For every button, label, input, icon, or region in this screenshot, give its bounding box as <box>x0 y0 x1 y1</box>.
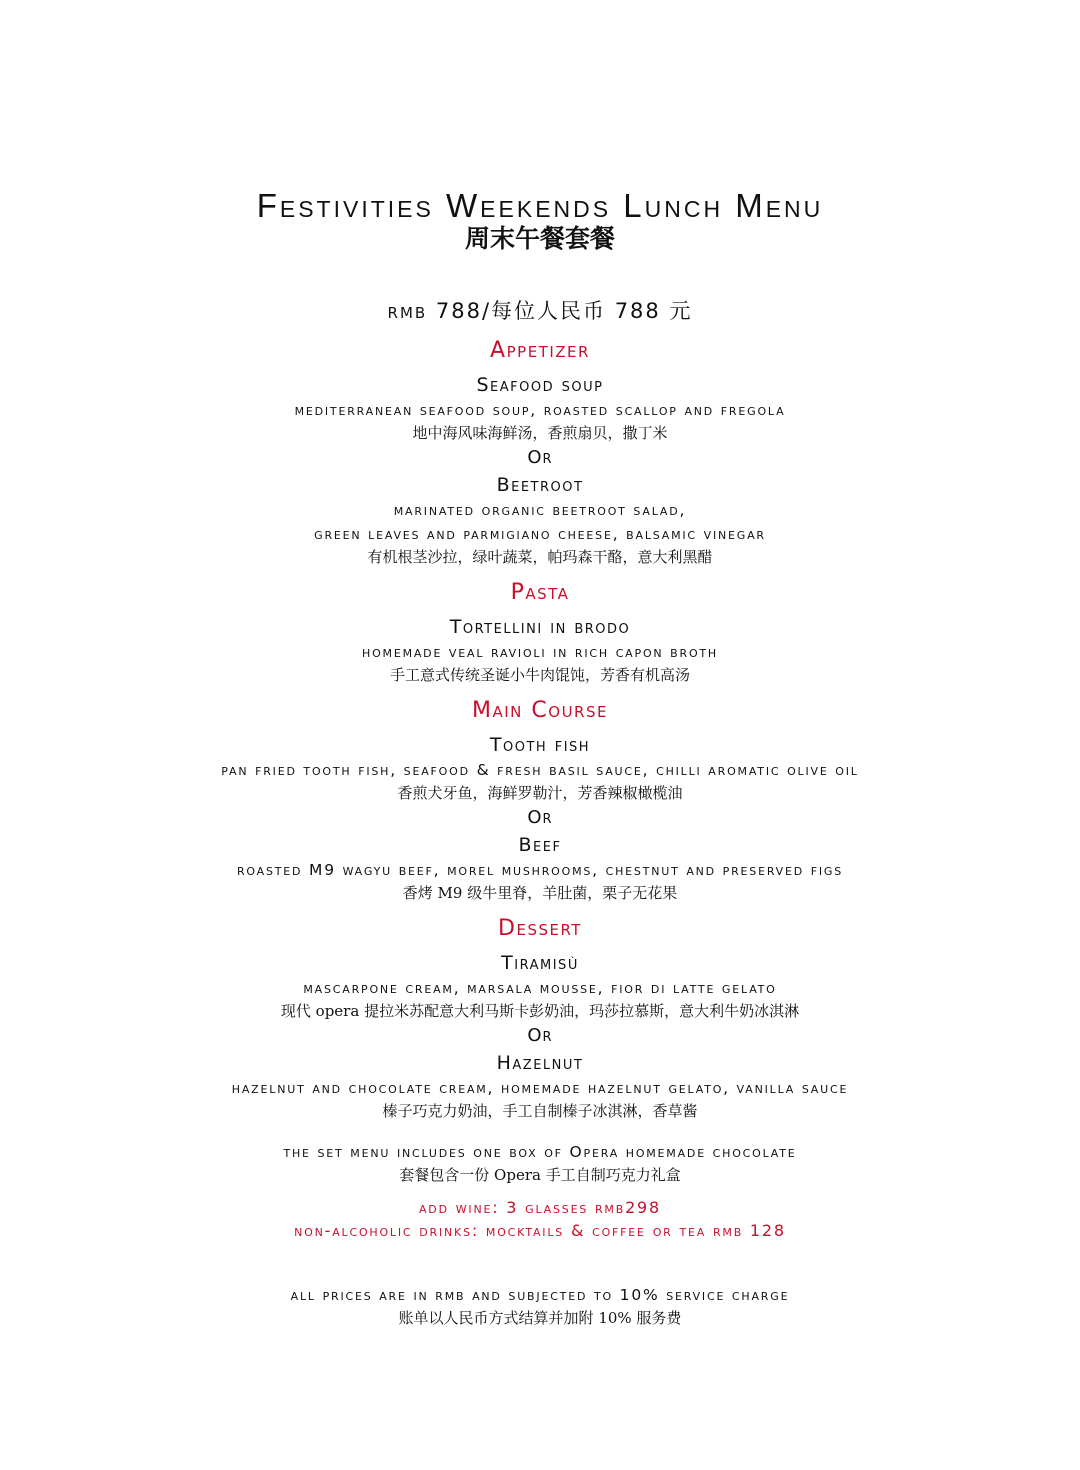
section-title: Dessert <box>498 916 582 941</box>
dish-description-cn: 地中海风味海鲜汤，香煎扇贝，撒丁米 <box>412 424 668 442</box>
section-appetizer <box>0 336 1080 568</box>
dish-description: marinated organic beetroot salad, <box>393 501 687 519</box>
or-separator: Or <box>527 1025 553 1046</box>
dish-name: Beetroot <box>496 474 584 496</box>
dish-name: Tooth fish <box>489 734 591 756</box>
dish-name: Seafood soup <box>476 374 604 396</box>
service-charge-note-cn: 账单以人民币方式结算并加附 10% 服务费 <box>398 1309 682 1327</box>
menu-title: Festivities Weekends Lunch Menu <box>256 187 824 224</box>
dish-description: pan fried tooth fish, seafood & fresh basil sauce, chilli aromatic olive oil <box>221 761 859 779</box>
section-title: Pasta <box>510 580 570 605</box>
dish-name: Beef <box>518 834 562 856</box>
menu-title-cn: 周末午餐套餐 <box>464 224 615 253</box>
dish-description-cn: 香煎犬牙鱼，海鲜罗勒汁，芳香辣椒橄榄油 <box>397 784 683 802</box>
dish-description-cn: 现代 opera 提拉米苏配意大利马斯卡彭奶油，玛莎拉慕斯，意大利牛奶冰淇淋 <box>280 1002 800 1020</box>
dish-description: hazelnut and chocolate cream, homemade hazelnut gelato, vanilla sauce <box>231 1079 849 1097</box>
section-pasta <box>0 578 1080 686</box>
section-title: Main Course <box>472 698 608 723</box>
menu-body <box>0 334 1080 1242</box>
dish-description: green leaves and parmigiano cheese, balsamic vinegar <box>314 525 766 543</box>
dish-name: Tiramisù <box>501 952 579 974</box>
wine-addon: add wine: 3 glasses rmb298 <box>418 1198 662 1217</box>
dish-description-cn: 有机根茎沙拉，绿叶蔬菜，帕玛森干酪，意大利黑醋 <box>367 548 713 566</box>
section-main-course <box>0 696 1080 904</box>
dish-description-cn: 榛子巧克力奶油，手工自制榛子冰淇淋，香草酱 <box>382 1102 698 1120</box>
dish-description-cn: 香烤 M9 级牛里脊，羊肚菌，栗子无花果 <box>402 884 678 902</box>
menu-price: rmb 788/每位人民币 788 元 <box>387 299 693 323</box>
menu-footer <box>0 1283 1080 1329</box>
menu-notes <box>0 1140 1080 1242</box>
section-dessert <box>0 914 1080 1122</box>
dish-description: mascarpone cream, marsala mousse, fior di latte gelato <box>303 979 777 997</box>
dish-description-cn: 手工意式传统圣诞小牛肉馄饨，芳香有机高汤 <box>389 666 690 684</box>
or-separator: Or <box>527 447 553 468</box>
dish-description: mediterranean seafood soup, roasted scallop and fregola <box>294 401 786 419</box>
section-title: Appetizer <box>490 338 590 363</box>
set-menu-note: the set menu includes one box of Opera homemade chocolate <box>283 1143 797 1161</box>
set-menu-note-cn: 套餐包含一份 Opera 手工自制巧克力礼盒 <box>399 1166 681 1184</box>
dish-description: roasted M9 wagyu beef, morel mushrooms, chestnut and preserved figs <box>236 861 844 879</box>
or-separator: Or <box>527 807 553 828</box>
dish-description: homemade veal ravioli in rich capon broth <box>362 643 718 661</box>
drinks-addon: non-alcoholic drinks: mocktails & coffee or tea rmb 128 <box>294 1221 786 1240</box>
service-charge-note: all prices are in rmb and subjected to 10% service charge <box>290 1286 790 1304</box>
dish-name: Hazelnut <box>496 1052 584 1074</box>
dish-name: Tortellini in brodo <box>449 616 631 638</box>
